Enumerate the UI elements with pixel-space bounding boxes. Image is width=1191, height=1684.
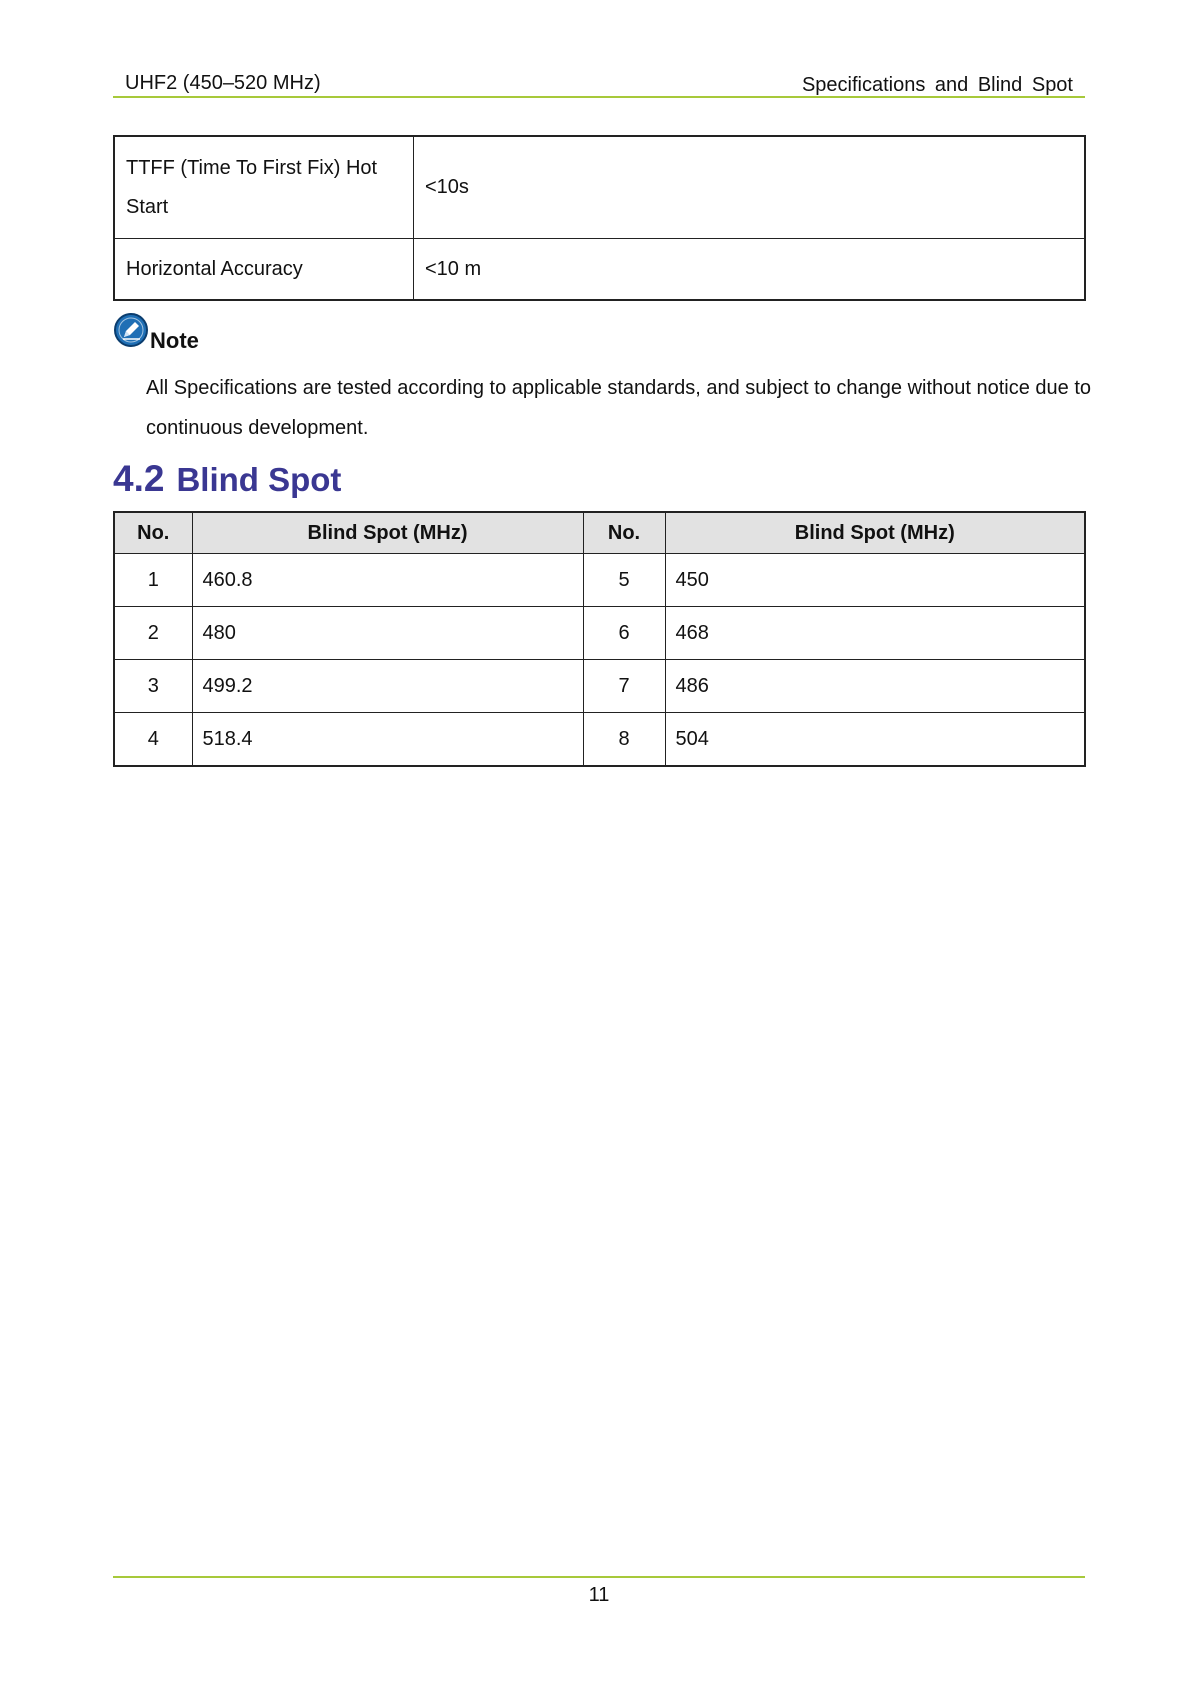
spec-row-ttff <box>114 136 1085 239</box>
column-header-no: No. <box>583 512 665 554</box>
page-header <box>113 64 1085 98</box>
spec-label: Horizontal Accuracy <box>114 239 414 301</box>
table-row <box>114 713 1085 767</box>
spec-row-accuracy <box>114 239 1085 301</box>
row-number: 2 <box>114 607 192 660</box>
spec-table <box>113 135 1086 301</box>
row-number: 7 <box>583 660 665 713</box>
pencil-note-icon <box>113 312 149 348</box>
section-number: 4.2 <box>113 458 165 499</box>
blind-spot-value: 460.8 <box>192 554 583 607</box>
note-title: Note <box>150 328 199 353</box>
spec-value: <10s <box>414 136 1086 239</box>
row-number: 5 <box>583 554 665 607</box>
blind-spot-value: 504 <box>665 713 1085 767</box>
row-number: 8 <box>583 713 665 767</box>
table-row <box>114 554 1085 607</box>
blind-spot-value: 468 <box>665 607 1085 660</box>
page-footer <box>113 1576 1085 1606</box>
header-section-title: Specifications and Blind Spot <box>801 74 1073 96</box>
blind-spot-value: 518.4 <box>192 713 583 767</box>
column-header-blind-spot: Blind Spot (MHz) <box>665 512 1085 554</box>
page-number: 11 <box>588 1584 610 1606</box>
blind-spot-value: 450 <box>665 554 1085 607</box>
row-number: 6 <box>583 607 665 660</box>
section-heading <box>113 458 341 500</box>
row-number: 4 <box>114 713 192 767</box>
row-number: 3 <box>114 660 192 713</box>
blind-spot-value: 480 <box>192 607 583 660</box>
blind-spot-table <box>113 511 1086 767</box>
spec-label: TTFF (Time To First Fix) Hot Start <box>114 136 414 239</box>
column-header-no: No. <box>114 512 192 554</box>
spec-value: <10 m <box>414 239 1086 301</box>
blind-spot-value: 486 <box>665 660 1085 713</box>
blind-spot-value: 499.2 <box>192 660 583 713</box>
table-row <box>114 660 1085 713</box>
section-title: Blind Spot <box>176 461 342 498</box>
note-text: All Specifications are tested according to applicable standards, and subject to change without notice due to continuous development. <box>146 377 1092 439</box>
header-doc-title: UHF2 (450–520 MHz) <box>125 72 321 94</box>
table-row <box>114 607 1085 660</box>
table-header-row <box>114 512 1085 554</box>
column-header-blind-spot: Blind Spot (MHz) <box>192 512 583 554</box>
row-number: 1 <box>114 554 192 607</box>
